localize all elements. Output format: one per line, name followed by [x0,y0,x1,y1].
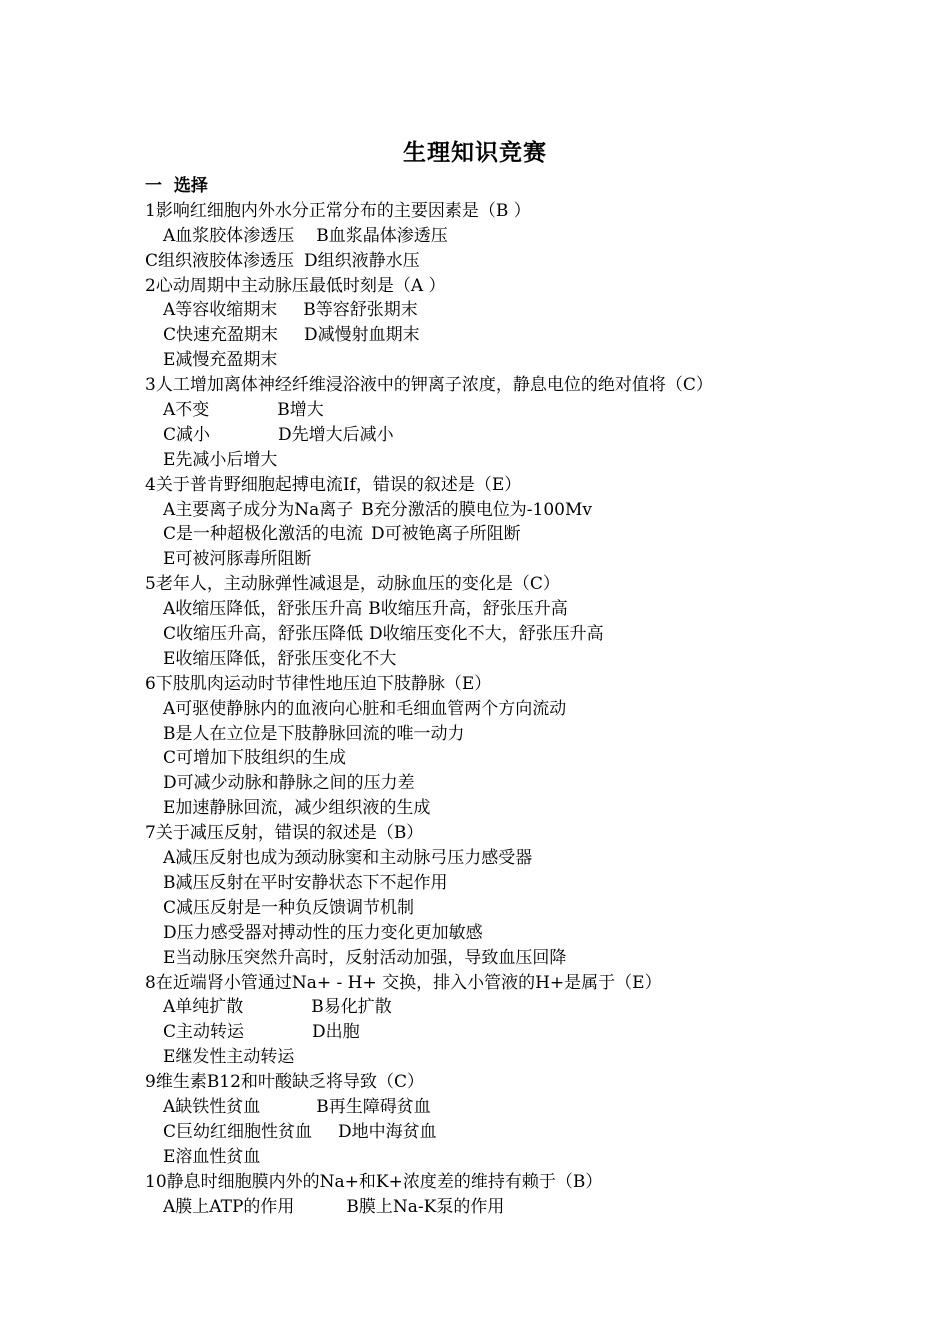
answer-option: B收缩压升高，舒张压升高 [368,599,568,620]
option-row [145,323,865,348]
option-row [145,871,865,896]
answer-option: B是人在立位是下肢静脉回流的唯一动力 [163,723,465,744]
option-row [145,796,865,821]
option-row [145,995,865,1020]
answer-option: D压力感受器对搏动性的压力变化更加敏感 [163,922,483,943]
option-row [145,896,865,921]
answer-option: A主要离子成分为Na离子 [163,499,354,520]
answer-option: B充分激活的膜电位为-100Mv [361,499,592,520]
answer-option: A减压反射也成为颈动脉窦和主动脉弓压力感受器 [163,848,533,869]
option-row [145,647,865,672]
question-stem: 4关于普肯野细胞起搏电流If，错误的叙述是（E） [145,474,522,495]
answer-option: D先增大后减小 [278,424,394,445]
question-stem: 2心动周期中主动脉压最低时刻是（A ） [145,275,446,296]
question-stem: 9维生素B12和叶酸缺乏将导致（C） [145,1072,424,1093]
option-row [145,224,865,249]
questions-container [145,199,865,1220]
answer-option: D组织液静水压 [304,250,420,271]
answer-option: B易化扩散 [311,997,392,1018]
answer-option: B再生障碍贫血 [316,1096,431,1117]
option-row [145,622,865,647]
answer-option: E可被河豚毒所阻断 [163,549,312,570]
answer-option: E收缩压降低，舒张压变化不大 [163,648,397,669]
answer-option: C是一种超极化激活的电流 [163,524,364,545]
answer-option: C减压反射是一种负反馈调节机制 [163,897,415,918]
answer-option: A收缩压降低，舒张压升高 [163,599,363,620]
option-row [145,522,865,547]
answer-option: D出胞 [312,1022,360,1043]
option-row [145,298,865,323]
option-row [145,249,865,274]
question-stem: 10静息时细胞膜内外的Na+和K+浓度差的维持有赖于（B） [145,1171,603,1192]
answer-option: E当动脉压突然升高时，反射活动加强，导致血压回降 [163,947,567,968]
question-list [145,174,865,1219]
document-title: 生理知识竞赛 [403,139,547,166]
answer-option: C巨幼红细胞性贫血 [163,1121,313,1142]
answer-option: B等容舒张期末 [303,300,418,321]
question-stem: 1影响红细胞内外水分正常分布的主要因素是（B ） [145,200,531,221]
option-row [145,697,865,722]
option-row [145,423,865,448]
answer-option: C主动转运 [163,1022,245,1043]
option-row [145,1120,865,1145]
answer-option: A缺铁性贫血 [163,1096,261,1117]
option-row [145,1020,865,1045]
option-row [145,498,865,523]
option-row [145,1045,865,1070]
answer-option: A等容收缩期末 [163,300,278,321]
option-row [145,597,865,622]
answer-option: C可增加下肢组织的生成 [163,748,347,769]
option-row [145,946,865,971]
answer-option: B减压反射在平时安静状态下不起作用 [163,872,448,893]
answer-option: D可被铯离子所阻断 [371,524,521,545]
answer-option: E溶血性贫血 [163,1146,261,1167]
answer-option: B增大 [277,400,324,421]
answer-option: A可驱使静脉内的血液向心脏和毛细血管两个方向流动 [163,698,567,719]
option-row [145,1145,865,1170]
option-row [145,398,865,423]
option-row [145,921,865,946]
answer-option: A膜上ATP的作用 [163,1196,295,1217]
answer-option: A单纯扩散 [163,997,244,1018]
option-row [145,547,865,572]
answer-option: E先减小后增大 [163,449,278,470]
option-row [145,1095,865,1120]
question-stem: 6下肢肌肉运动时节律性地压迫下肢静脉（E） [145,673,492,694]
answer-option: B膜上Na-K泵的作用 [346,1196,505,1217]
answer-option: E继发性主动转运 [163,1047,295,1068]
question-stem: 3人工增加离体神经纤维浸浴液中的钾离子浓度，静息电位的绝对值将（C） [145,375,713,396]
option-row [145,722,865,747]
question-stem: 5老年人，主动脉弹性减退是，动脉血压的变化是（C） [145,574,560,595]
option-row [145,746,865,771]
option-row [145,348,865,373]
answer-option: E加速静脉回流，减少组织液的生成 [163,798,431,819]
answer-option: D收缩压变化不大，舒张压升高 [369,624,604,645]
option-row [145,771,865,796]
answer-option: B血浆晶体渗透压 [316,225,448,246]
answer-option: D可减少动脉和静脉之间的压力差 [163,773,415,794]
answer-option: C组织液胶体渗透压 [145,250,295,271]
answer-option: A不变 [163,400,210,421]
answer-option: C快速充盈期末 [163,325,279,346]
section-heading: 一 选择 [145,176,208,196]
answer-option: D地中海贫血 [338,1121,437,1142]
answer-option: C收缩压升高，舒张压降低 [163,624,364,645]
question-stem: 8在近端肾小管通过Na+ - H+ 交换，排入小管液的H+是属于（E） [145,972,662,993]
question-stem: 7关于减压反射，错误的叙述是（B） [145,823,424,844]
answer-option: D减慢射血期末 [304,325,420,346]
answer-option: A血浆胶体渗透压 [163,225,295,246]
option-row [145,1195,865,1220]
answer-option: C减小 [163,424,211,445]
option-row [145,846,865,871]
answer-option: E减慢充盈期末 [163,350,278,371]
option-row [145,448,865,473]
